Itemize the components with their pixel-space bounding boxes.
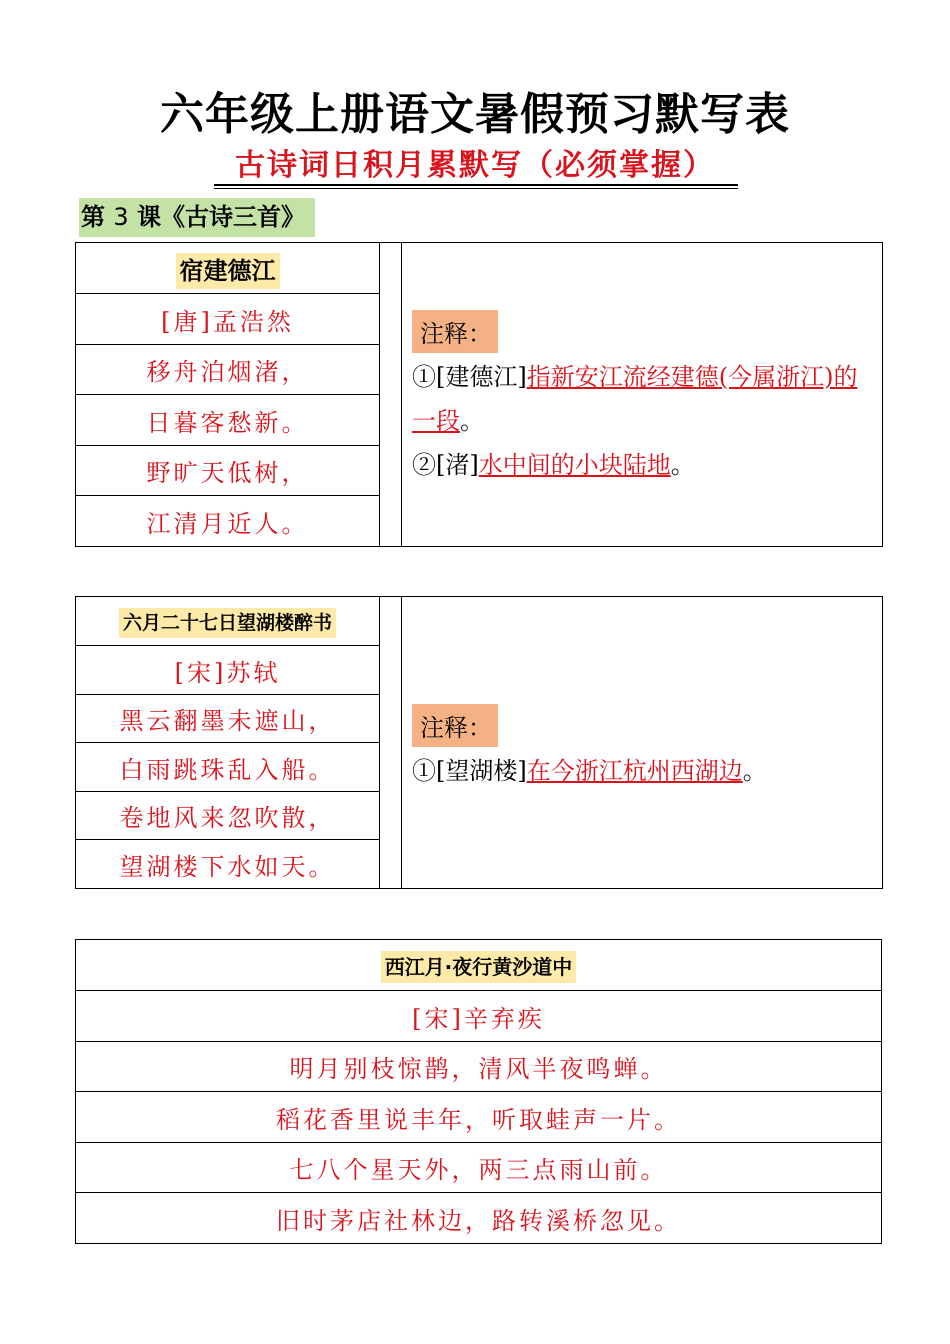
- spacer-column: [380, 243, 402, 547]
- note-end: 。: [670, 451, 695, 479]
- note-marker: ①[建德江]: [412, 363, 527, 391]
- poem-table-3: [75, 939, 882, 1244]
- notes-label: 注释：: [412, 704, 498, 747]
- note-item: [412, 355, 876, 443]
- poem-line: 黑云翻墨未遮山，: [76, 695, 380, 743]
- page-subtitle: 古诗词日积月累默写（必须掌握）: [235, 148, 715, 183]
- poem-line: 卷地风来忽吹散，: [76, 792, 380, 840]
- poem-title-cell: [76, 243, 380, 294]
- poem-line: 明月别枝惊鹊，清风半夜鸣蝉。: [76, 1042, 882, 1092]
- poem-title: 西江月·夜行黄沙道中: [381, 951, 577, 983]
- subtitle-underline: [214, 184, 738, 186]
- notes-cell: [402, 243, 883, 547]
- notes-cell: [402, 597, 883, 889]
- note-end: 。: [742, 757, 767, 785]
- lesson-label: [79, 198, 315, 237]
- subtitle-underline-thin: [214, 188, 738, 189]
- poem-line: 野旷天低树，: [76, 446, 380, 496]
- note-end: 。: [460, 407, 484, 435]
- note-marker: ①[望湖楼]: [412, 757, 527, 785]
- poem-line: 旧时茅店社林边，路转溪桥忽见。: [76, 1193, 882, 1244]
- page-title: 六年级上册语文暑假预习默写表: [160, 89, 790, 140]
- poem-table-1: [75, 242, 883, 547]
- note-definition: 指新安江流经建德(今属浙江)的一段: [412, 363, 858, 435]
- spacer-column: [380, 597, 402, 889]
- poem-table-2: [75, 596, 883, 889]
- notes-label: 注释：: [412, 310, 498, 353]
- poem-line: 白雨跳珠乱入船。: [76, 743, 380, 792]
- note-definition: 水中间的小块陆地: [478, 451, 671, 479]
- lesson-prefix: 第: [81, 203, 105, 231]
- poem-title: 宿建德江: [176, 253, 280, 289]
- poem-author: [宋]苏轼: [76, 646, 380, 695]
- poem-line: 七八个星天外，两三点雨山前。: [76, 1143, 882, 1193]
- poem-title-cell: [76, 940, 882, 991]
- note-definition: 在今浙江杭州西湖边: [526, 757, 743, 785]
- poem-line: 稻花香里说丰年，听取蛙声一片。: [76, 1092, 882, 1143]
- note-item: [412, 443, 876, 487]
- poem-author: [宋]辛弃疾: [76, 991, 882, 1042]
- poem-line: 望湖楼下水如天。: [76, 840, 380, 889]
- poem-author: [唐]孟浩然: [76, 294, 380, 345]
- lesson-suffix: 课《古诗三首》: [137, 203, 305, 231]
- poem-line: 移舟泊烟渚，: [76, 345, 380, 395]
- note-item: [412, 749, 876, 793]
- poem-title-cell: [76, 597, 380, 646]
- note-marker: ②[渚]: [412, 451, 479, 479]
- poem-title: 六月二十七日望湖楼醉书: [119, 608, 336, 638]
- poem-line: 江清月近人。: [76, 496, 380, 547]
- lesson-number: 3: [113, 203, 129, 231]
- poem-line: 日暮客愁新。: [76, 395, 380, 446]
